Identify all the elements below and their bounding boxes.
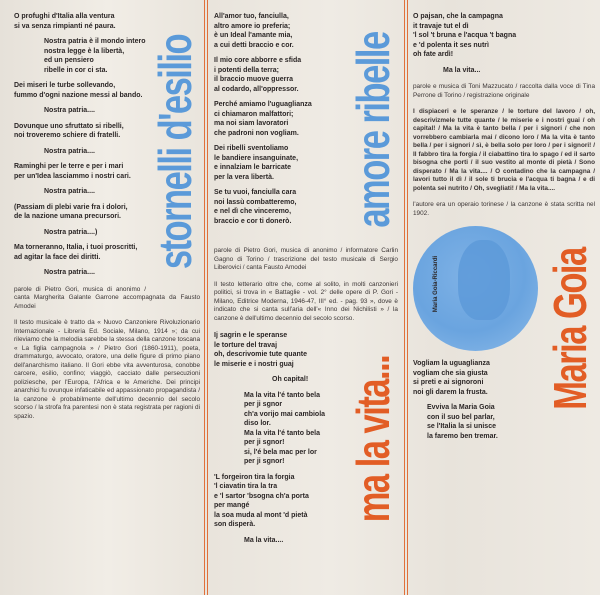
lyric-line: che padroni non vogliam. [214,129,299,137]
lyric-line: Nostra patria.... [44,147,95,155]
portrait-circle [413,226,538,351]
lyric-line: Ma la vita l'é tanto bela [244,429,320,437]
lyric-line: it travaje tut el dì [413,22,469,30]
lyric-line: e 'd polenta it ses nutrì [413,41,489,49]
lyric-line: con il suo bel parlar, [427,413,495,421]
stanza [413,12,595,60]
lyric-line: (Passiam di plebi varie fra i dolori, [14,203,128,211]
divider-line [204,0,205,595]
portrait-image [458,240,510,320]
lyric-line: ci chiamaron malfattori; [214,110,294,118]
lyric-line: si, l'é bela mac per lor [244,448,317,456]
lyric-line: si va senza rimpianti né paura. [14,22,116,30]
lyric-line: fummo d'ogni nazione messi al bando. [14,91,143,99]
lyric-line: Dei ribelli sventoliamo [214,145,289,152]
lyric-line: per un'Idea lasciammo i nostri cari. [14,172,131,180]
column-stornelli [14,12,200,429]
lyric-line: al codardo, all'oppressor. [214,85,299,93]
lyric-line: per mangé [214,502,250,509]
lyric-line: se l'Italia la si unisce [427,423,496,430]
title-amore-ribelle: amore ribelle [347,31,399,228]
notes-paragraph: Il testo musicale è tratto da « Nuovo Canzoniere Rivoluzionario Internazionale - Libreria Ed. Sociale, Milano, 1914 »; da cui rileviamo che la melodia sarebbe la stessa della canzone toscana « La figlia campagnola » / Pietro Gori (1860-1911), poeta, drammaturgo, avvocato, oratore, una delle figure di primo piano dell'anarchismo italiano. Il Gori ebbe vita avventurosa, conobbe carcere, esilio, confino; viaggiò, cacciato dalle persecuzioni poliziesche, per l'Europa, l'Africa e le Americhe. Dei principi anarchici fu ovunque infaticabile ed appassionato propagandista / la canzone è probabilmente dell'ultimo decennio del secolo scorso / la strofa fra parentesi non è stata registrata per ragioni di spazio. [14,319,200,420]
lyric-line: Dei miseri le turbe sollevando, [14,82,116,89]
lyric-line: Nostra patria.... [44,269,95,276]
lyric-line: diso lor. [244,420,271,427]
lyric-line: braccio e cor ti donerò. [214,217,292,225]
lyric-line: Vogliam la uguaglianza [413,360,490,367]
lyric-line: Ma la vita l'é tanto bela [244,391,320,399]
lyric-line: Nostra patria....) [44,228,98,236]
lyric-line: Dovunque uno sfruttato si ribelli, [14,122,124,130]
title-maria-goia: Maria Goia [544,247,596,410]
lyric-line: per ji sgnor! [244,458,285,465]
lyric-line: Ij sagrin e le speranse [214,332,288,339]
chorus [443,66,595,76]
credits: parole e musica di Toni Mazzucato / raccolta dalla voce di Tina Perrone di Torino / registrazione originale [413,83,595,99]
column-ma-la-vita [413,12,595,447]
title-strip [150,12,200,292]
lyric-line: son disperà. [214,521,256,528]
lyric-line: e 'l sartor 'bsogna ch'a porta [214,492,309,500]
title-strip [545,226,595,431]
lyric-line: la soa muda al mont 'd pietà [214,511,308,519]
lyric-line: Oh capital! [272,376,309,383]
lyric-line: oh fate ardì! [413,51,454,58]
lyric-line: O pajsan, che la campagna [413,13,503,20]
lyric-line: le miserie e i nostri guaj [214,360,294,368]
lyric-line: a cui detti braccio e cor. [214,41,294,49]
title-strip [348,331,398,546]
notes-paragraph: Il testo letterario oltre che, come al solito, in molti canzonieri politici, si trova in « Battaglie - vol. 2° delle opere di P. Gori - Milano, Editrice Moderna, 1946-47, III° ed. - pag. 93 », dove è indicato che si canta sull'aria dell'« Inno dei Nichilisti » / la canzone è dell'ultimo decennio del secolo scorso. [214,280,398,322]
lyric-line: 'l ciavatin tira la tra [214,483,278,490]
lyric-line: Il mio core abborre e sfida [214,57,302,64]
divider-line [407,0,408,595]
lyric-line: ribelle in cor ci sta. [44,66,108,74]
lyric-line: le bandiere insanguinate, [214,154,299,162]
lyric-line: i potenti della terra; [214,66,279,74]
lyric-line: ad agitar la face dei diritti. [14,253,101,261]
lyric-line: per ji sgnor! [244,439,285,446]
lyric-line: la faremo ben tremar. [427,432,498,440]
lyric-line: e innalziam le barricate [214,164,292,171]
lyric-line: Perché amiamo l'uguaglianza [214,101,312,108]
divider-line [207,0,208,595]
translation-paragraph: I dispiaceri e le speranze / le torture del lavoro / oh, descrivizmele tutte quante / le miserie e i nostri guai / oh capital! / Ma la vita è tanto bella / per i signori / che non vorrebbero cambiarla mai / dicono loro / Ma la vita è tanto bella / per i signori / sì, è bella solo per loro / per i signori! / Il fabbro tira la forgia / il ciabattino tira lo spago / ed il sarto bisogna che porti / il suo vestito al monte di pietà / Sono disperato / Ma la vita.... / O contadino che la campagna / lavori tutto il dì / il sole ti brucia e l'acqua ti bagna / e di polenta sei nutrito / Oh, svegliati! / Ma la vita.... [413,108,595,192]
lyric-line: 'L forgeiron tira la forgia [214,473,295,481]
lyric-line: oh, descrivomie tute quante [214,351,307,358]
lyric-line: il braccio muove guerra [214,76,293,83]
column-amore-ribelle [214,12,398,551]
lyric-line: e nel dì che vinceremo, [214,208,292,215]
lyric-line: Ma la vita.... [244,536,284,544]
lyric-line: le torture del travaj [214,341,278,349]
lyric-line: è un Ideal l'amante mia, [214,32,293,39]
title-strip [348,12,398,247]
lyric-line: Evviva la Maria Goia [427,404,495,411]
lyric-line: Raminghi per le terre e per i mari [14,163,124,170]
lyric-line: ed un pensiero [44,57,94,64]
credits: parole di Pietro Gori, musica di anonimo / canta Margherita Galante Garrone accompagnata da Fausto Amodei [14,285,200,310]
lyric-line: 'l sol 't bruna e l'acqua 't bagna [413,32,517,39]
lyric-line: noi troveremo schiere di fratelli. [14,132,121,139]
title-stornelli-desilio: stornelli d'esilio [149,34,201,270]
credits: parole di Pietro Gori, musica di anonimo / informatore Carlin Gagno di Torino / trascrizione del testo musicale di Sergio Liberovici / canta Fausto Amodei [214,247,398,271]
lyric-line: Nostra patria.... [44,188,95,195]
lyric-line: de la nazione umana precursori. [14,213,121,220]
lyric-line: Nostra patria è il mondo intero [44,38,146,45]
lyric-line: nostra legge è la libertà, [44,47,125,55]
title-ma-la-vita: ma la vita... [347,355,399,522]
lyric-line: altro amore io preferia; [214,22,291,30]
lyric-line: vogliam che sia giusta [413,369,488,377]
lyric-line: noi gli darem la frusta. [413,388,488,396]
lyric-line: ch'a vorijo mai cambiola [244,410,326,418]
lyric-line: per ji sgnor [244,401,283,408]
lyric-line: noi lassù combatteremo, [214,198,297,206]
lyric-line: Se tu vuoi, fanciulla cara [214,189,297,196]
lyric-line: Ma torneranno, Italia, i tuoi proscritti, [14,244,138,251]
lyric-line: O profughi d'Italia alla ventura [14,13,115,20]
lyric-line: si preti e ai signoroni [413,379,484,386]
portrait-caption: Maria Goia-Riccardi [433,255,439,313]
lyric-line: ma noi siam lavoratori [214,120,289,127]
lyric-line: per la vera libertà. [214,173,274,181]
lyric-line: Nostra patria.... [44,107,95,114]
author-note: l'autore era un operaio torinese / la canzone è stata scritta nel 1902. [413,201,595,217]
lyric-line: Ma la vita... [443,66,481,74]
lyric-line: All'amor tuo, fanciulla, [214,13,289,20]
divider-line [404,0,405,595]
